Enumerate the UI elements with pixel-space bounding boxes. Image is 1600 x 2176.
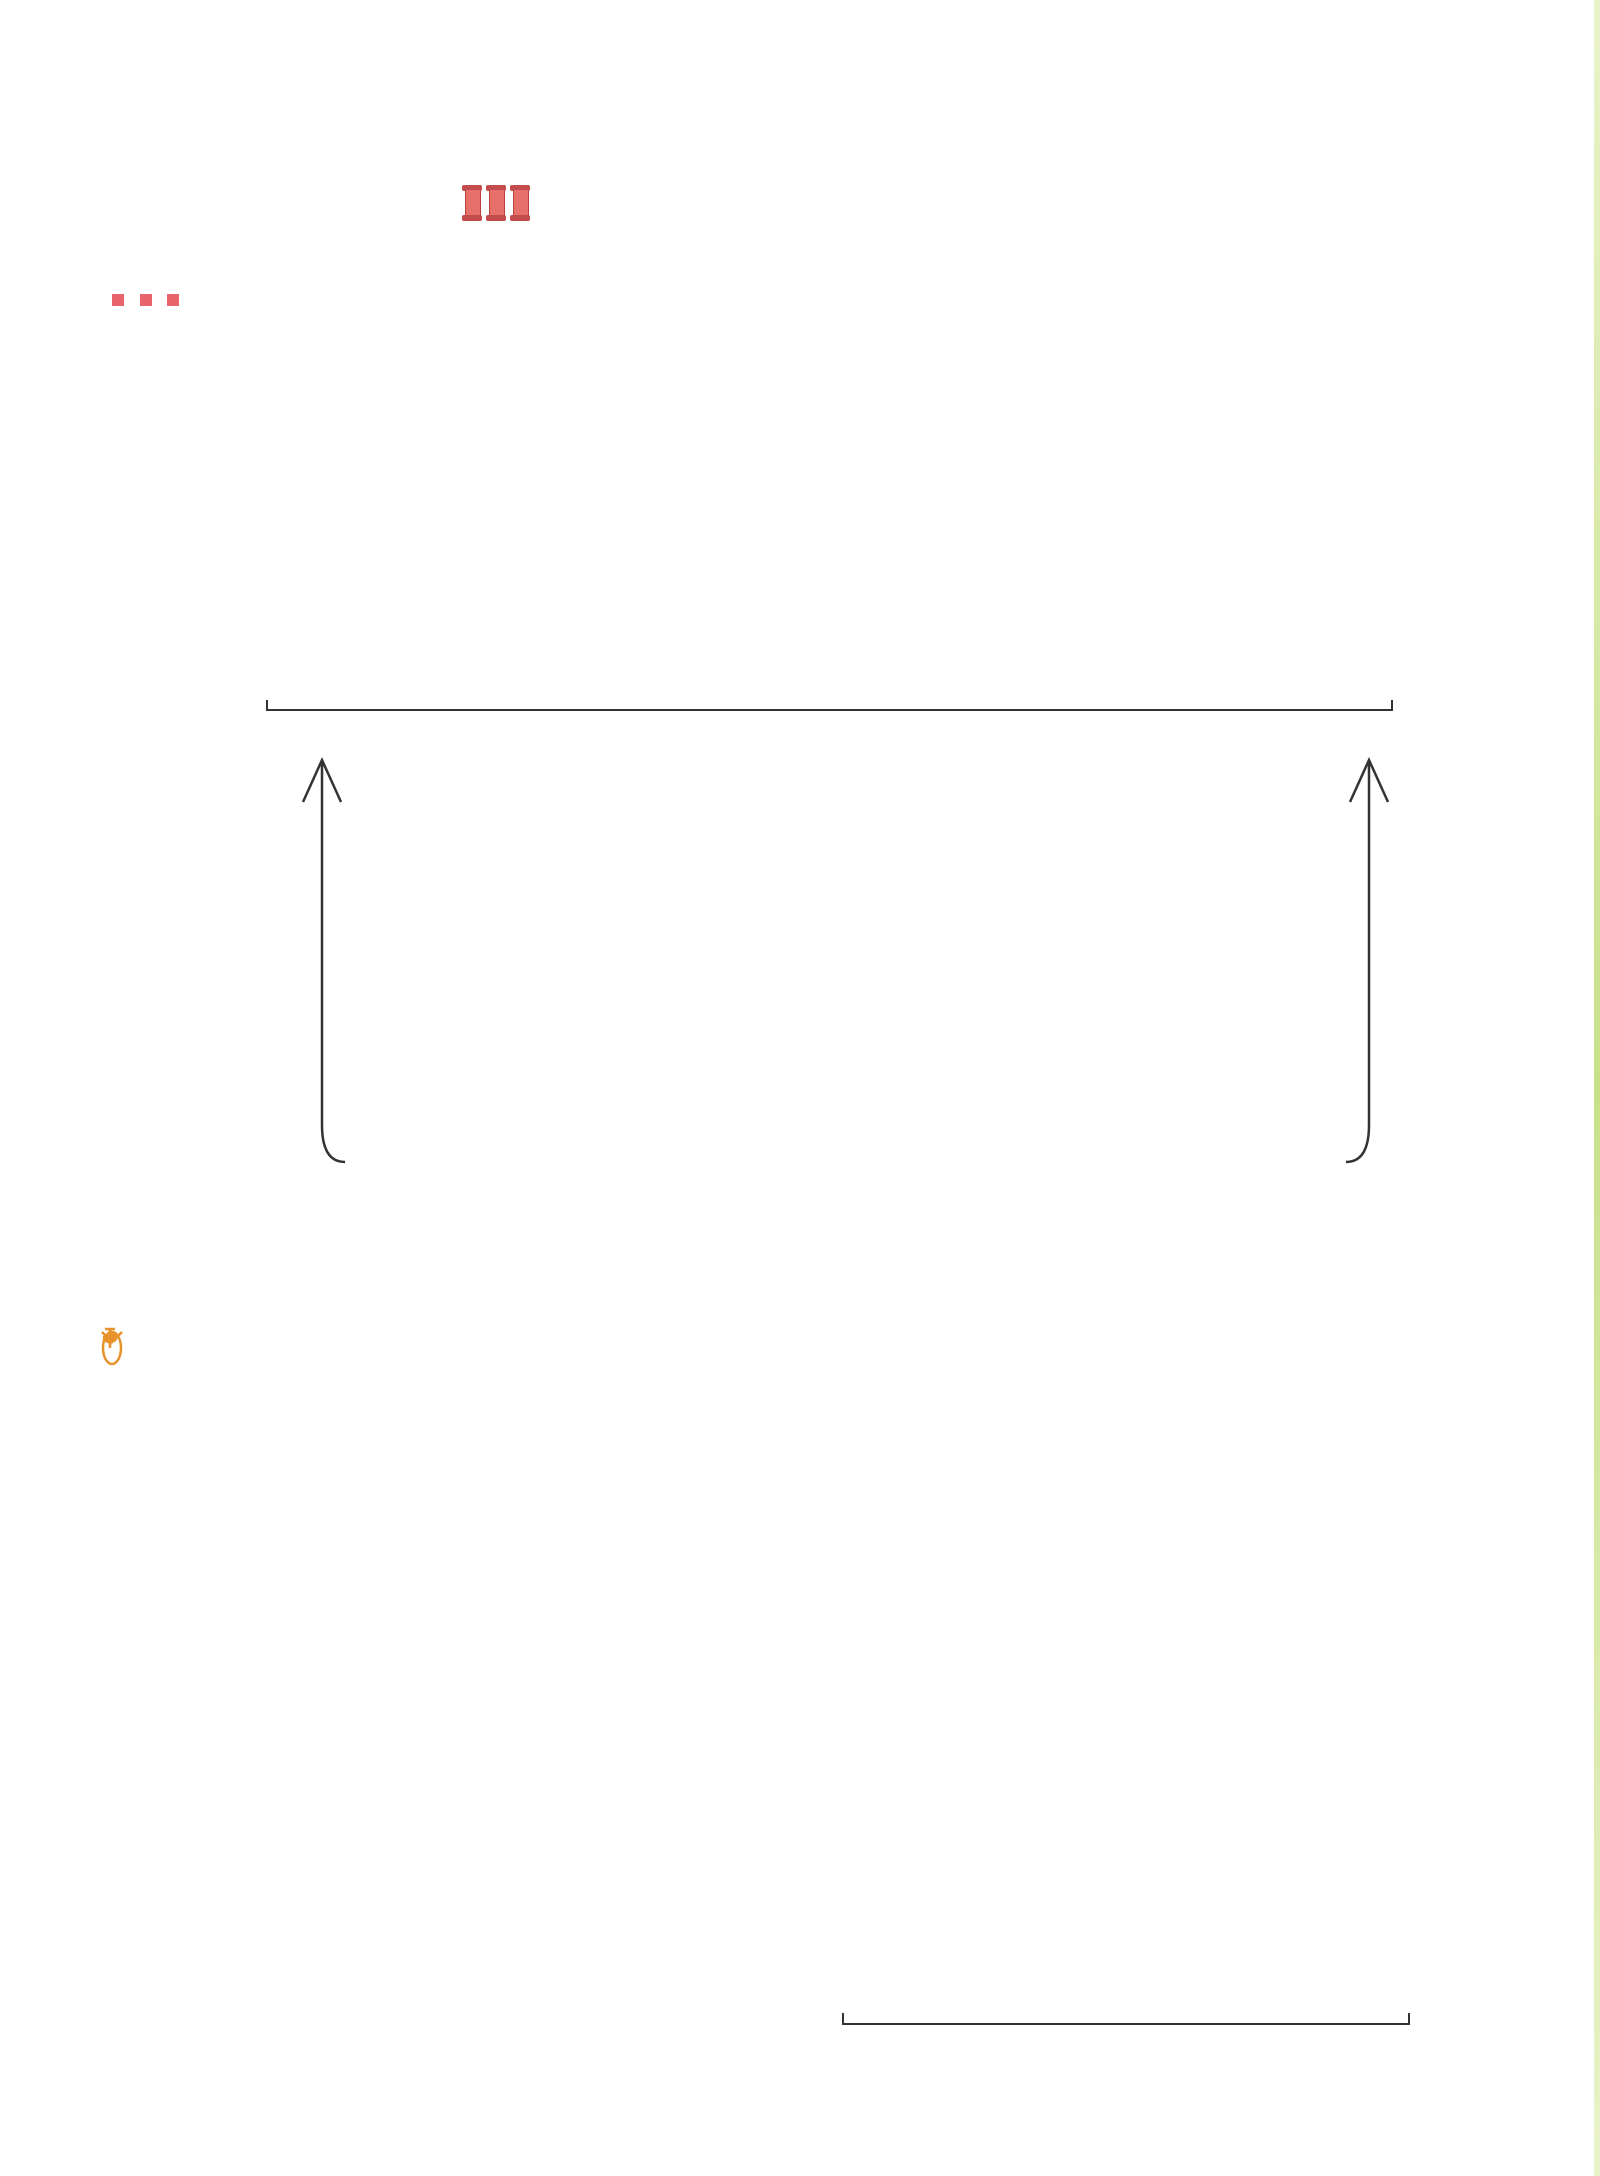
- right-arrow: [1346, 760, 1369, 1162]
- page-footer: [66, 2104, 70, 2135]
- repeat-bracket: [267, 700, 1392, 710]
- repeat-bracket: [843, 2013, 1409, 2024]
- left-arrow: [322, 760, 345, 1162]
- increase-icon: [100, 1326, 126, 1350]
